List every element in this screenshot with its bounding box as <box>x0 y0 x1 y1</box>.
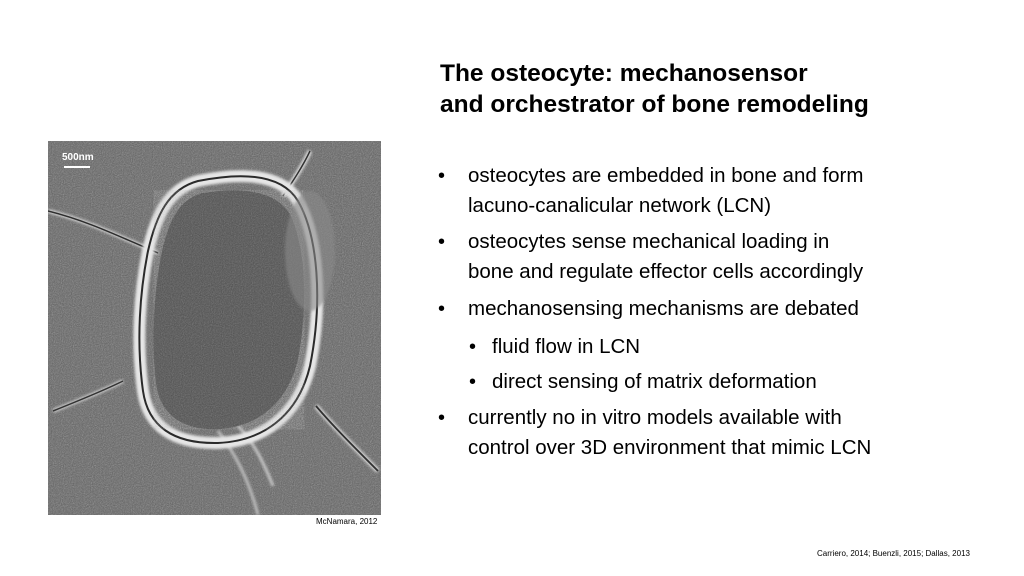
sub-bullet-1-line-1: fluid flow in LCN <box>492 335 641 358</box>
sub-bullet-marker: • <box>469 336 477 358</box>
bullet-2-line-1: osteocytes sense mechanical loading in <box>468 230 830 253</box>
references: Carriero, 2014; Buenzli, 2015; Dallas, 2013 <box>817 549 970 558</box>
electron-micrograph <box>48 141 381 515</box>
scale-bar-label: 500nm <box>62 152 94 163</box>
sub-bullet-marker: • <box>469 371 477 393</box>
image-credit: McNamara, 2012 <box>316 517 378 526</box>
bullet-3-line-1: mechanosensing mechanisms are debated <box>468 297 859 320</box>
bullet-marker: • <box>438 298 446 320</box>
bullet-4-line-2: control over 3D environment that mimic LCN <box>468 436 872 459</box>
bullet-1-line-1: osteocytes are embedded in bone and form <box>468 164 864 187</box>
title-line-2: and orchestrator of bone remodeling <box>440 91 869 118</box>
bullet-2-line-2: bone and regulate effector cells accordingly <box>468 260 864 283</box>
micrograph-drawing <box>48 141 381 515</box>
bullet-marker: • <box>438 231 446 253</box>
bullet-marker: • <box>438 165 446 187</box>
sub-bullet-2-line-1: direct sensing of matrix deformation <box>492 370 817 393</box>
scale-bar <box>64 166 90 168</box>
bullet-marker: • <box>438 407 446 429</box>
slide-title <box>440 58 1000 120</box>
bullet-4-line-1: currently no in vitro models available with <box>468 406 842 429</box>
bullet-1-line-2: lacuno-canalicular network (LCN) <box>468 194 772 217</box>
title-line-1: The osteocyte: mechanosensor <box>440 60 808 87</box>
